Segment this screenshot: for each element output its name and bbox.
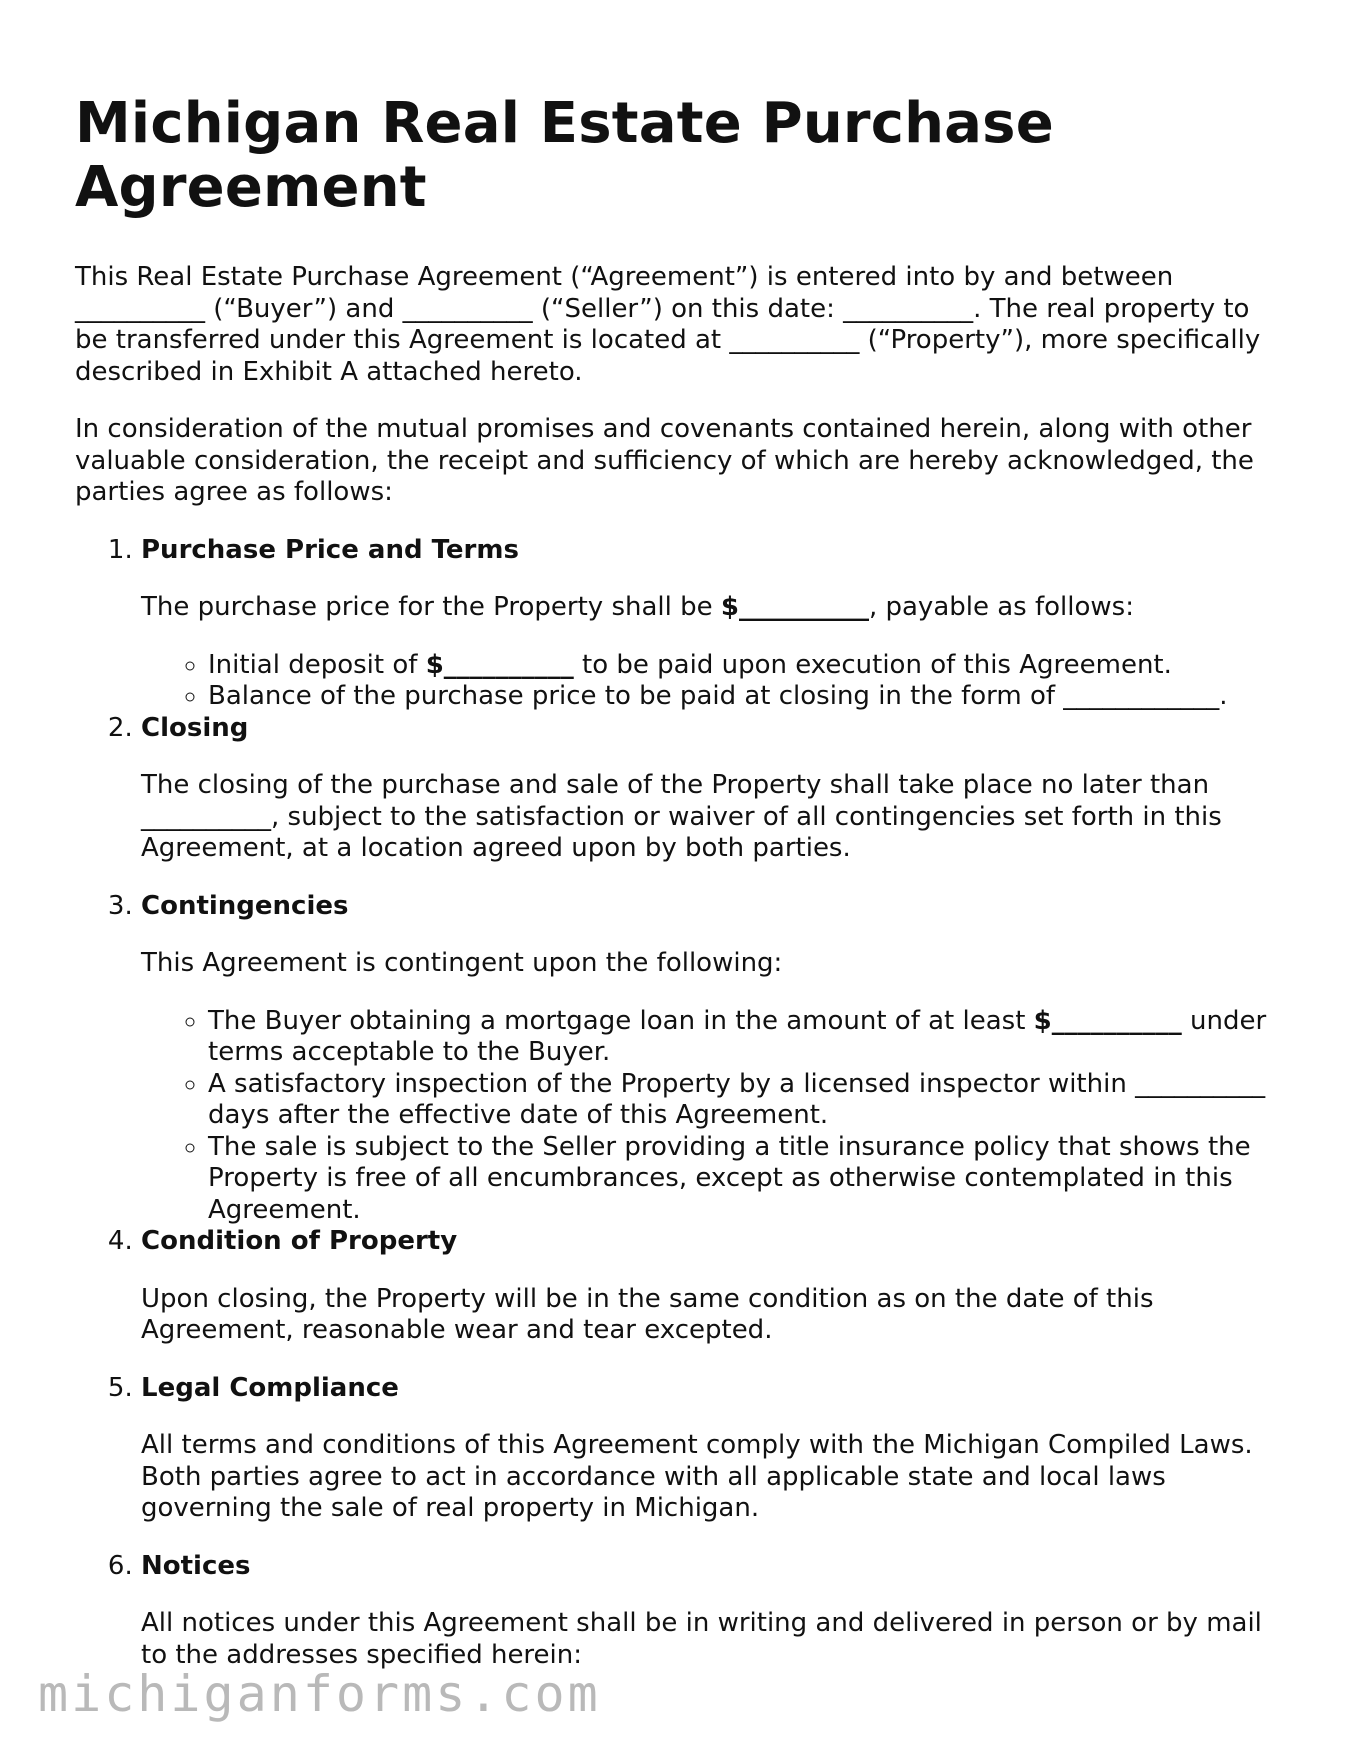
section-text: All terms and conditions of this Agreement comply with the Michigan Compiled Laws. Both parties agree to act in accordance with all applicable state and local laws governing the sale of real property in Michigan. (141, 1430, 1253, 1523)
contingencies-list (141, 1006, 1285, 1227)
section-condition (141, 1226, 1285, 1347)
document-title: Michigan Real Estate Purchase Agreement (75, 91, 1054, 220)
loan-amount-blank: $__________ (1033, 1005, 1182, 1036)
text-segment: The sale is subject to the Seller providing a title insurance policy that shows the Property is free of all encumbrances, except as otherwise contemplated in this Agreement. (208, 1131, 1251, 1225)
section-title: 1. Purchase Price and Terms (141, 534, 519, 565)
section-text: This Agreement is contingent upon the following: (141, 948, 783, 978)
text-segment: Initial deposit of (208, 649, 426, 680)
sections-list (75, 535, 1285, 1672)
text-segment: Balance of the purchase price to be paid at closing in the form of ____________. (208, 681, 1228, 711)
section-text: Upon closing, the Property will be in the same condition as on the date of this Agreement, reasonable wear and tear excepted. (141, 1283, 1154, 1345)
section-title: 6. Notices (141, 1550, 251, 1581)
section-contingencies (141, 891, 1285, 1227)
text-segment: , payable as follows: (868, 592, 1134, 622)
section-text (141, 592, 1285, 624)
text-segment: under terms acceptable to the Buyer. (208, 1005, 1267, 1067)
document-page (75, 92, 1285, 1697)
section-title: 3. Contingencies (141, 890, 349, 921)
text-segment: to be paid upon execution of this Agreement. (573, 649, 1172, 680)
section-title: 4. Condition of Property (141, 1226, 458, 1256)
section-legal-compliance (141, 1373, 1285, 1525)
list-item (208, 650, 1285, 682)
intro-paragraph-2: In consideration of the mutual promises and covenants contained herein, along with other valuable consideration, the receipt and sufficiency of which are hereby acknowledged, the parties agree as follows: (75, 414, 1254, 507)
watermark: michiganforms.com (38, 1665, 601, 1723)
section-text: All notices under this Agreement shall be in writing and delivered in person or by mail to the addresses specified herein: (141, 1608, 1262, 1670)
section-title: 5. Legal Compliance (141, 1372, 399, 1403)
section-purchase-price (141, 535, 1285, 713)
price-blank: $__________ (720, 592, 869, 622)
intro-paragraph-1: This Real Estate Purchase Agreement (“Agreement”) is entered into by and between __________ (“Buyer”) and __________ (“Seller”) on this date: __________. The real property to be transferred under this Agreement is located at __________ (“Property”), more specifically described in Exhibit A attached hereto. (75, 262, 1261, 387)
section-closing (141, 713, 1285, 865)
payment-terms-list (141, 650, 1285, 713)
section-notices (141, 1551, 1285, 1672)
deposit-blank: $__________ (425, 649, 574, 680)
list-item (208, 1069, 1285, 1132)
text-segment: The purchase price for the Property shall be (141, 592, 721, 622)
section-text: The closing of the purchase and sale of the Property shall take place no later than __________, subject to the satisfaction or waiver of all contingencies set forth in this Agreement, at a location agreed upon by both parties. (141, 770, 1222, 863)
text-segment: The Buyer obtaining a mortgage loan in the amount of at least (208, 1005, 1034, 1036)
list-item (208, 681, 1285, 713)
section-title: 2. Closing (141, 712, 249, 743)
list-item (208, 1006, 1285, 1069)
list-item (208, 1132, 1285, 1227)
text-segment: A satisfactory inspection of the Property by a licensed inspector within __________ days after the effective date of this Agreement. (208, 1068, 1266, 1130)
